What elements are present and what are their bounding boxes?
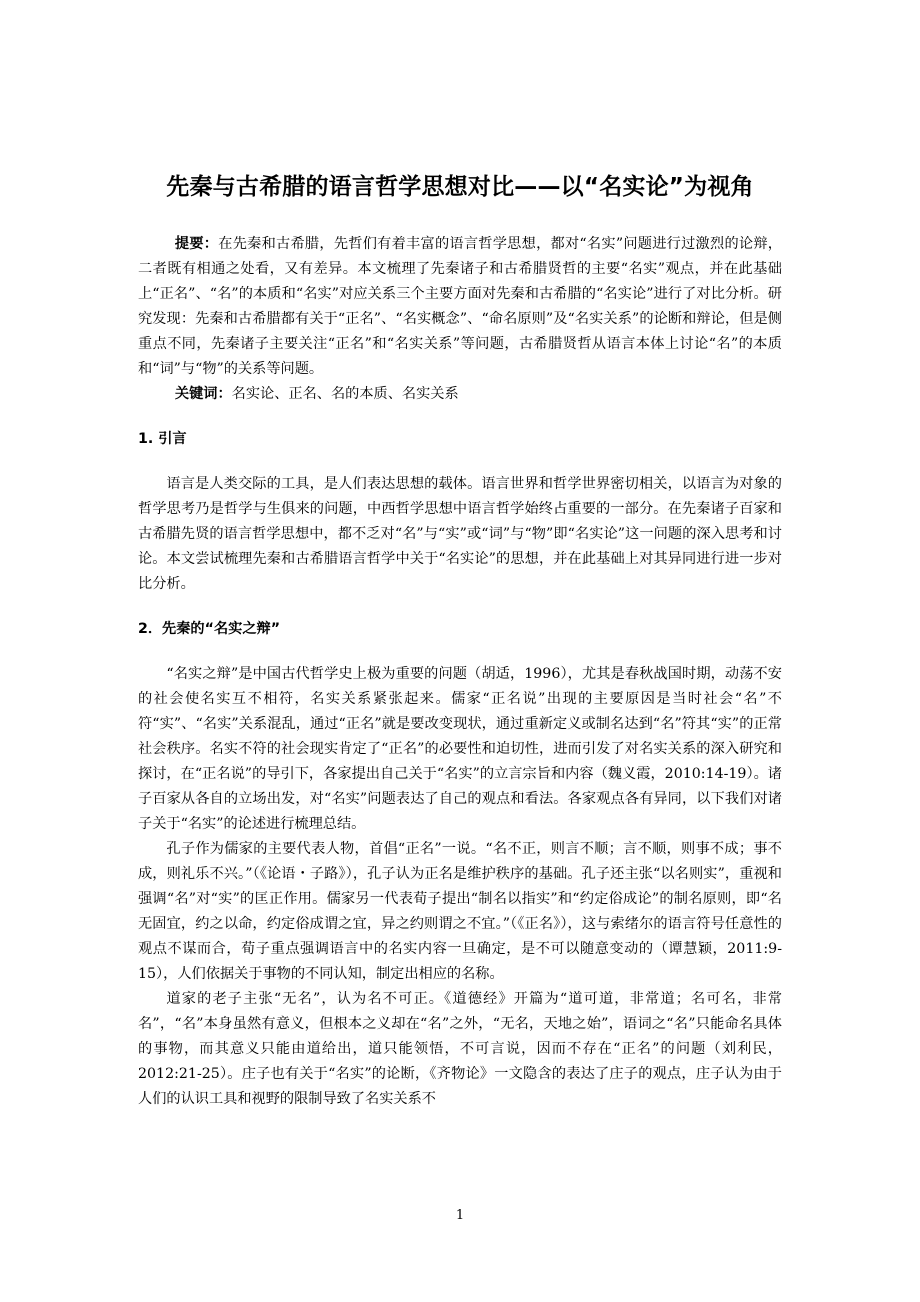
abstract-paragraph [138,232,782,382]
keywords-paragraph [138,382,782,407]
section-1-heading: 1. 引言 [138,431,187,447]
section-1-paragraph: 语言是人类交际的工具，是人们表达思想的载体。语言世界和哲学世界密切相关，以语言为对象的哲学思考乃是哲学与生俱来的问题，中西哲学思想中语言哲学始终占重要的一部分。在先秦诸子百家和古希腊先贤的语言哲学思想中，都不乏对“名”与“实”或“词”与“物”即“名实论”这一问题的深入思考和讨论。本文尝试梳理先秦和古希腊语言哲学中关于“名实论”的思想，并在此基础上对其异同进行进一步对比分析。 [138,476,782,592]
section-2-heading: 2．先秦的“名实之辩” [138,621,281,637]
abstract-text: 在先秦和古希腊，先哲们有着丰富的语言哲学思想，都对“名实”问题进行过激烈的论辩，二者既有相通之处看，又有差异。本文梳理了先秦诸子和古希腊贤哲的主要“名实”观点，并在此基础上“正名”、“名”的本质和“名实”对应关系三个主要方面对先秦和古希腊的“名实论”进行了对比分析。研究发现：先秦和古希腊都有关于“正名”、“名实概念”、“命名原则”及“名实关系”的论断和辩论，但是侧重点不同，先秦诸子主要关注“正名”和“名实关系”等问题，古希腊贤哲从语言本体上讨论“名”的本质和“词”与“物”的关系等问题。 [138,236,782,377]
keywords-text: 名实论、正名、名的本质、名实关系 [231,386,459,402]
section-2-paragraph-3: 道家的老子主张“无名”，认为名不可正。《道德经》开篇为“道可道，非常道；名可名，非常名”，“名”本身虽然有意义，但根本之义却在“名”之外，“无名，天地之始”，语词之“名”只能命名具体的事物，而其意义只能由道给出，道只能领悟，不可言说，因而不存在“正名”的问题（刘利民，2012:21-25）。庄子也有关于“名实”的论断，《齐物论》一文隐含的表达了庄子的观点，庄子认为由于人们的认识工具和视野的限制导致了名实关系不 [138,991,782,1107]
document-title: 先秦与古希腊的语言哲学思想对比——以“名实论”为视角 [166,174,754,200]
document-body [138,232,782,1112]
section-2-paragraph-2: 孔子作为儒家的主要代表人物，首倡“正名”一说。“名不正，则言不顺；言不顺，则事不成；事不成，则礼乐不兴。”（《论语・子路》），孔子认为正名是维护秩序的基础。孔子还主张“以名则实”，重视和强调“名”对“实”的匡正作用。儒家另一代表荀子提出“制名以指实”和“约定俗成论”的制名原则，即“名无固宜，约之以命，约定俗成谓之宜，异之约则谓之不宜。”（《正名》），这与索绪尔的语言符号任意性的观点不谋而合，荀子重点强调语言中的名实内容一旦确定，是不可以随意变动的（谭慧颖，2011:9-15），人们依据关于事物的不同认知，制定出相应的名称。 [138,841,782,982]
page-number: 1 [455,1208,465,1223]
keywords-label: 关键词： [174,386,232,402]
abstract-label: 提要： [174,236,219,252]
section-2-paragraph-1: “名实之辩”是中国古代哲学史上极为重要的问题（胡适，1996），尤其是春秋战国时期，动荡不安的社会使名实互不相符，名实关系紧张起来。儒家“正名说”出现的主要原因是当时社会“名”不符“实”、“名实”关系混乱，通过“正名”就是要改变现状，通过重新定义或制名达到“名”符其“实”的正常社会秩序。名实不符的社会现实肯定了“正名”的必要性和迫切性，进而引发了对名实关系的深入研究和探讨，在“正名说”的导引下，各家提出自己关于“名实”的立言宗旨和内容（魏义霞，2010:14-19）。诸子百家从各自的立场出发，对“名实”问题表达了自己的观点和看法。各家观点各有异同，以下我们对诸子关于“名实”的论述进行梳理总结。 [138,666,782,832]
